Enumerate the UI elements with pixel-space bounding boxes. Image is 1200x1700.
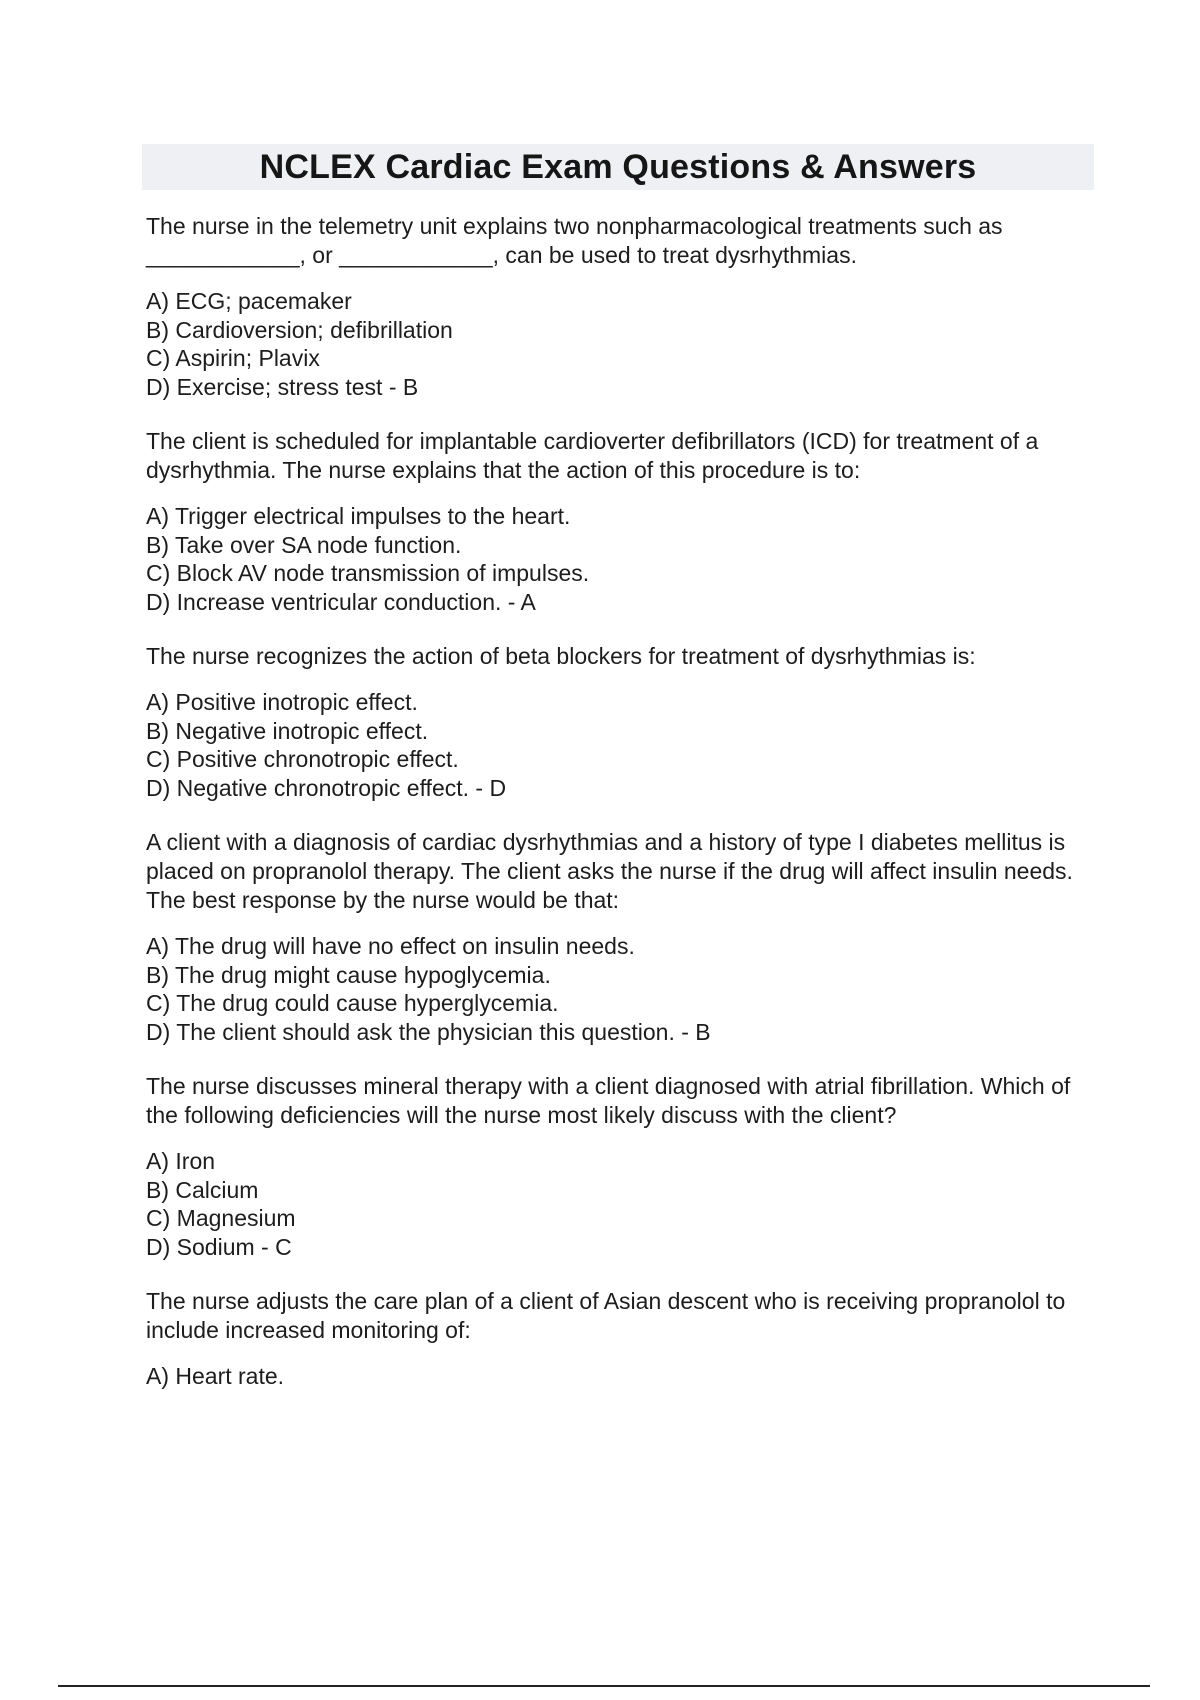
question-stem: The nurse discusses mineral therapy with a client diagnosed with atrial fibrillation. Which of the following deficiencies will the nurse most likely discuss with the client? — [146, 1073, 1071, 1128]
answer-option: C) Magnesium — [146, 1205, 296, 1231]
answer-option: A) The drug will have no effect on insulin needs. — [146, 933, 635, 959]
answer-options — [146, 932, 1096, 1046]
question-stem: A client with a diagnosis of cardiac dysrhythmias and a history of type I diabetes mellitus is placed on propranolol therapy. The client asks the nurse if the drug will affect insulin needs. The best response by the nurse would be that: — [146, 829, 1073, 913]
answer-option: A) Heart rate. — [146, 1363, 285, 1389]
answer-option: B) Take over SA node function. — [146, 531, 462, 558]
question-5 — [146, 1072, 1096, 1261]
answer-options — [146, 1147, 1096, 1261]
answer-options — [146, 502, 1096, 616]
answer-option: D) Sodium - C — [146, 1233, 292, 1260]
title-banner — [142, 144, 1094, 190]
question-3 — [146, 642, 1096, 802]
question-list — [146, 212, 1096, 1391]
question-stem: The nurse recognizes the action of beta blockers for treatment of dysrhythmias is: — [146, 643, 976, 669]
answer-option: D) Increase ventricular conduction. - A — [146, 588, 536, 615]
answer-option: D) Negative chronotropic effect. - D — [146, 774, 507, 801]
answer-options — [146, 287, 1096, 401]
question-1 — [146, 212, 1096, 401]
answer-option: B) Cardioversion; defibrillation — [146, 316, 453, 343]
answer-option: A) Positive inotropic effect. — [146, 689, 418, 715]
answer-option: C) The drug could cause hyperglycemia. — [146, 990, 559, 1016]
spacer — [146, 616, 1096, 642]
answer-option: B) Calcium — [146, 1176, 259, 1203]
answer-option: A) Iron — [146, 1148, 216, 1174]
question-4 — [146, 828, 1096, 1046]
answer-option: B) Negative inotropic effect. — [146, 717, 429, 744]
question-6 — [146, 1287, 1096, 1391]
answer-option: C) Block AV node transmission of impulses. — [146, 560, 590, 586]
spacer — [146, 401, 1096, 427]
footer-divider — [58, 1685, 1150, 1687]
answer-option: C) Aspirin; Plavix — [146, 345, 320, 371]
answer-option: C) Positive chronotropic effect. — [146, 746, 459, 772]
answer-option: A) Trigger electrical impulses to the heart. — [146, 503, 571, 529]
question-stem: The nurse adjusts the care plan of a client of Asian descent who is receiving propranolol to include increased monitoring of: — [146, 1288, 1066, 1343]
answer-option: A) ECG; pacemaker — [146, 288, 352, 314]
spacer — [146, 802, 1096, 828]
question-stem: The nurse in the telemetry unit explains two nonpharmacological treatments such as ____________, or ____________, can be used to treat dysrhythmias. — [146, 213, 1003, 268]
spacer — [146, 1261, 1096, 1287]
answer-options — [146, 1362, 1096, 1391]
answer-option: D) Exercise; stress test - B — [146, 373, 419, 400]
answer-options — [146, 688, 1096, 802]
answer-option: B) The drug might cause hypoglycemia. — [146, 961, 551, 988]
question-2 — [146, 427, 1096, 616]
answer-option: D) The client should ask the physician this question. - B — [146, 1018, 711, 1045]
page-title: NCLEX Cardiac Exam Questions & Answers — [259, 147, 977, 186]
spacer — [146, 1046, 1096, 1072]
question-stem: The client is scheduled for implantable cardioverter defibrillators (ICD) for treatment of a dysrhythmia. The nurse explains that the action of this procedure is to: — [146, 428, 1039, 483]
